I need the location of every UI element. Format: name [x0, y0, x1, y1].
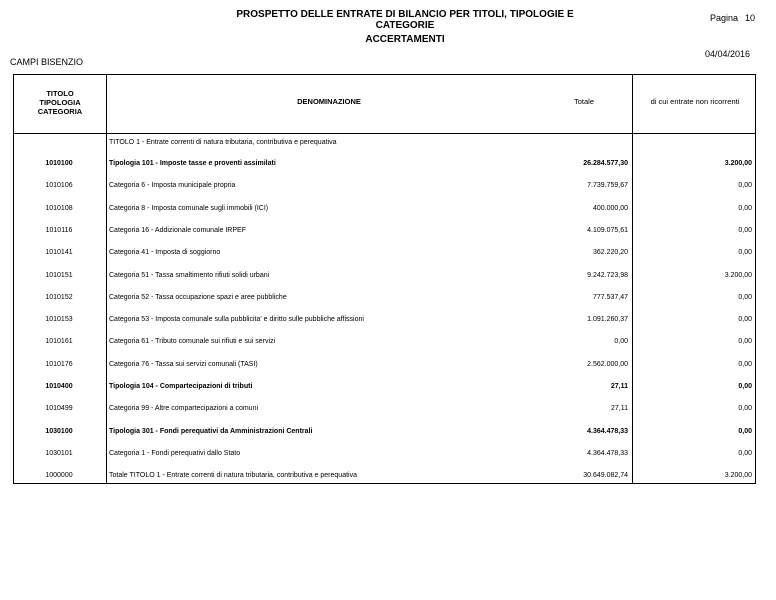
report-date: 04/04/2016: [705, 49, 751, 59]
row-description: Categoria 76 - Tassa sui servizi comunali (TASI): [109, 360, 258, 368]
row-code: 1000000: [45, 472, 73, 480]
row-description: Categoria 8 - Imposta comunale sugli immobili (ICI): [109, 204, 269, 212]
entity-name: CAMPI BISENZIO: [10, 57, 84, 67]
row-code: 1010116: [45, 226, 73, 234]
row-code: 1010499: [45, 405, 73, 413]
row-non-ricorrenti: 0,00: [738, 226, 752, 234]
row-total: 2.562.000,00: [587, 360, 628, 368]
page-label: Pagina: [710, 13, 739, 23]
row-total: 0,00: [614, 338, 628, 346]
header-divider: [14, 133, 755, 134]
row-description: Categoria 53 - Imposta comunale sulla pubblicita' e diritto sulle pubbliche affissioni: [109, 316, 364, 324]
row-total: 26.284.577,30: [583, 160, 628, 167]
row-code: 1010153: [45, 316, 73, 324]
header-denominazione: DENOMINAZIONE: [297, 97, 361, 106]
row-code: 1010108: [45, 204, 73, 212]
row-description: Categoria 99 - Altre compartecipazioni a comuni: [109, 405, 259, 413]
row-non-ricorrenti: 3.200,00: [724, 160, 752, 167]
titolo-intro: TITOLO 1 - Entrate correnti di natura tributaria, contributiva e perequativa: [109, 139, 337, 146]
row-non-ricorrenti: 3.200,00: [724, 271, 752, 279]
row-total: 4.109.075,61: [587, 226, 628, 234]
row-non-ricorrenti: 0,00: [738, 383, 752, 390]
row-description: Tipologia 104 - Compartecipazioni di tributi: [109, 383, 253, 390]
row-description: Categoria 1 - Fondi perequativi dallo Stato: [109, 449, 241, 457]
report-subtitle: ACCERTAMENTI: [365, 34, 445, 45]
row-non-ricorrenti: 0,00: [738, 427, 752, 435]
row-description: Tipologia 301 - Fondi perequativi da Amministrazioni Centrali: [109, 427, 313, 435]
column-divider: [632, 75, 633, 483]
row-total: 4.364.478,33: [587, 449, 628, 457]
row-non-ricorrenti: 0,00: [738, 182, 752, 190]
row-description: Categoria 41 - Imposta di soggiorno: [109, 249, 221, 257]
row-total: 27,11: [611, 405, 628, 413]
row-description: Categoria 61 - Tributo comunale sui rifiuti e sui servizi: [109, 338, 276, 346]
row-non-ricorrenti: 0,00: [738, 316, 752, 324]
row-total: 400.000,00: [592, 204, 628, 212]
page-number: 10: [745, 13, 756, 23]
report-title: PROSPETTO DELLE ENTRATE DI BILANCIO PER TITOLI, TIPOLOGIE E CATEGORIE: [236, 9, 574, 31]
row-non-ricorrenti: 0,00: [738, 249, 752, 257]
row-description: Categoria 51 - Tassa smaltimento rifiuti solidi urbani: [109, 271, 270, 279]
header-code: TITOLO TIPOLOGIA CATEGORIA: [37, 89, 83, 116]
header-totale: Totale: [573, 97, 594, 106]
row-total: 4.364.478,33: [587, 427, 628, 435]
row-code: 1010151: [45, 271, 73, 279]
row-non-ricorrenti: 3.200,00: [724, 472, 752, 480]
row-code: 1030101: [45, 449, 73, 457]
header-non-ricorrenti: di cui entrate non ricorrenti: [650, 97, 740, 106]
row-non-ricorrenti: 0,00: [738, 338, 752, 346]
row-total: 1.091.260,37: [587, 316, 628, 324]
row-total: 362.220,20: [592, 249, 628, 257]
row-description: Totale TITOLO 1 - Entrate correnti di natura tributaria, contributiva e perequativa: [109, 472, 357, 480]
row-total: 777.537,47: [592, 293, 628, 301]
row-code: 1010106: [45, 182, 73, 190]
row-description: Categoria 52 - Tassa occupazione spazi e aree pubbliche: [109, 293, 287, 301]
row-non-ricorrenti: 0,00: [738, 204, 752, 212]
column-divider: [106, 75, 107, 483]
row-total: 27,11: [610, 383, 628, 390]
row-non-ricorrenti: 0,00: [738, 449, 752, 457]
report-table: [13, 74, 756, 484]
row-code: 1030100: [45, 427, 73, 435]
row-description: Categoria 16 - Addizionale comunale IRPEF: [109, 226, 246, 234]
row-code: 1010152: [45, 293, 73, 301]
row-total: 7.739.759,67: [587, 182, 628, 190]
row-non-ricorrenti: 0,00: [738, 360, 752, 368]
row-code: 1010141: [45, 249, 73, 257]
row-code: 1010400: [45, 383, 73, 390]
row-description: Tipologia 101 - Imposte tasse e proventi assimilati: [109, 160, 276, 167]
row-code: 1010161: [45, 338, 73, 346]
row-total: 9.242.723,98: [587, 271, 628, 279]
row-code: 1010176: [45, 360, 73, 368]
row-code: 1010100: [45, 160, 73, 167]
row-description: Categoria 6 - Imposta municipale propria: [109, 182, 236, 190]
row-non-ricorrenti: 0,00: [738, 293, 752, 301]
row-total: 30.649.082,74: [583, 472, 628, 480]
row-non-ricorrenti: 0,00: [738, 405, 752, 413]
